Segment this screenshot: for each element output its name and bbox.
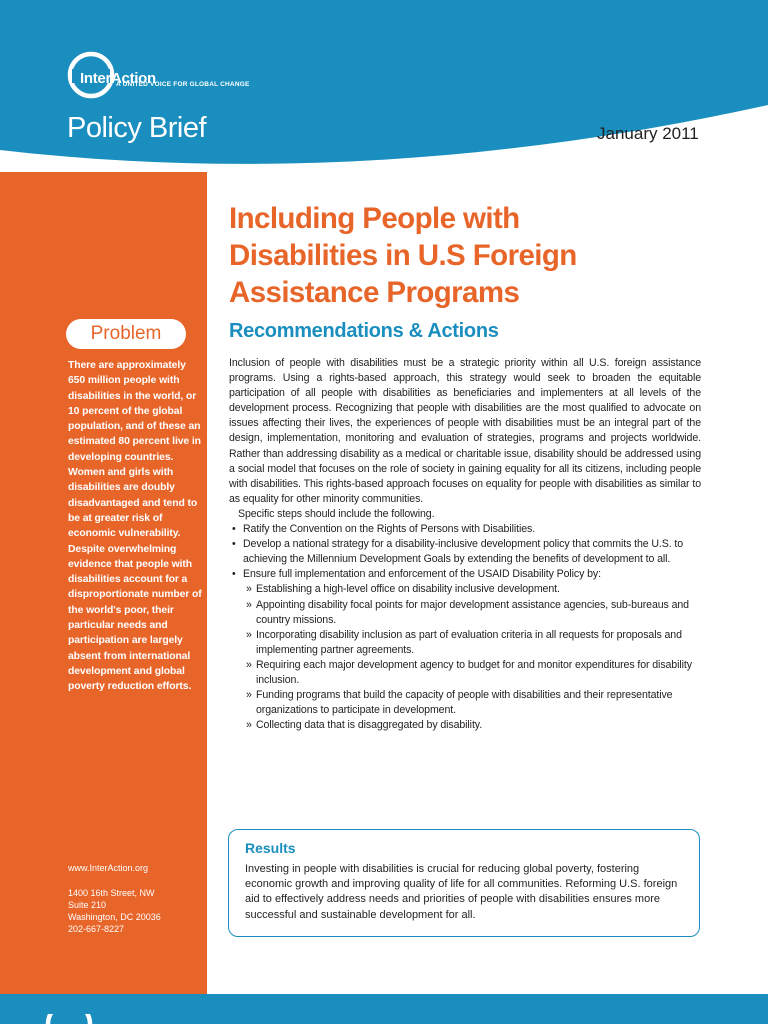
address-line: 1400 16th Street, NW	[68, 888, 155, 898]
results-text: Investing in people with disabilities is crucial for reducing global poverty, fostering economic growth and improving quality of life for all communities. Reforming U.S. foreign aid to effectively address needs and priorities of people with disabilities ensures more successful and sustainable development for all.	[245, 863, 678, 921]
results-box	[228, 829, 700, 937]
address-line: Washington, DC 20036	[68, 912, 161, 922]
problem-heading: Problem	[66, 319, 186, 349]
list-item: » Establishing a high-level office on disability inclusive development.	[229, 582, 701, 597]
list-item: • Ratify the Convention on the Rights of Persons with Disabilities.	[229, 522, 701, 537]
footer-band	[0, 994, 768, 1024]
title-line: Assistance Programs	[229, 276, 520, 309]
list-item: » Incorporating disability inclusion as part of evaluation criteria in all requests for proposals and implementing partner agreements.	[229, 628, 701, 658]
logo-tagline: A UNITED VOICE FOR GLOBAL CHANGE	[116, 81, 250, 88]
interaction-logo	[66, 50, 306, 100]
contact-info	[68, 862, 161, 935]
list-item: » Funding programs that build the capacity of people with disabilities and their representative organizations to participate in development.	[229, 688, 701, 718]
body-text	[229, 356, 701, 733]
list-item: » Requiring each major development agency to budget for and monitor expenditures for disability inclusion.	[229, 658, 701, 688]
section-heading: Recommendations & Actions	[229, 320, 499, 342]
steps-list	[229, 522, 701, 582]
list-item: • Develop a national strategy for a disability-inclusive development policy that commits the U.S. to achieving the Millennium Development Goals by extending the benefits of development to all.	[229, 537, 701, 567]
website-link[interactable]: www.InterAction.org	[68, 863, 149, 873]
substeps-list	[229, 582, 701, 733]
list-item: » Collecting data that is disaggregated by disability.	[229, 718, 701, 733]
results-heading: Results	[245, 840, 296, 856]
footer-logo-icon	[44, 1014, 94, 1024]
intro-paragraph: Inclusion of people with disabilities must be a strategic priority within all U.S. foreign assistance programs. Using a rights-based approach, this strategy would seek to broaden the equitable participation of all people with disabilities as beneficiaries and implementers at all levels of the development process. Recognizing that people with disabilities are the most qualified to advocate on issues affecting their lives, the experiences of people with disabilities must be an integral part of the design, implementation, monitoring and evaluation of strategies, programs and projects worldwide. Rather than addressing disability as a medical or charitable issue, disability should be addressed using a social model that focuses on the role of society in gaining equality for all its citizens, including people with disabilities. This rights-based approach focuses on equality for people with disabilities as similar to as equality for other minority communities.	[229, 357, 701, 505]
list-item: » Appointing disability focal points for major development assistance agencies, sub-bureaus and country missions.	[229, 598, 701, 628]
header-banner	[0, 0, 768, 200]
publication-date: January 2011	[597, 124, 699, 143]
steps-lead: Specific steps should include the following.	[238, 507, 435, 520]
logo-wordmark: InterAction	[80, 70, 156, 87]
address-line: Suite 210	[68, 900, 107, 910]
phone-number: 202-667-8227	[68, 924, 125, 934]
document-title	[229, 200, 749, 311]
series-label: Policy Brief	[67, 112, 207, 144]
title-line: Including People with	[229, 202, 520, 235]
problem-text: There are approximately 650 million people with disabilities in the world, or 10 percent of the global population, and of these an estimated 80 percent live in developing countries. Women and girls with disabilities are doubly disadvantaged and tend to be at greater risk of economic vulnerability. Despite overwhelming evidence that people with disabilities account for a disproportionate number of the world's poor, their particular needs and participation are largely absent from international development and global poverty reduction efforts.	[68, 360, 202, 693]
title-line: Disabilities in U.S Foreign	[229, 239, 577, 272]
list-item: • Ensure full implementation and enforcement of the USAID Disability Policy by:	[229, 567, 701, 582]
